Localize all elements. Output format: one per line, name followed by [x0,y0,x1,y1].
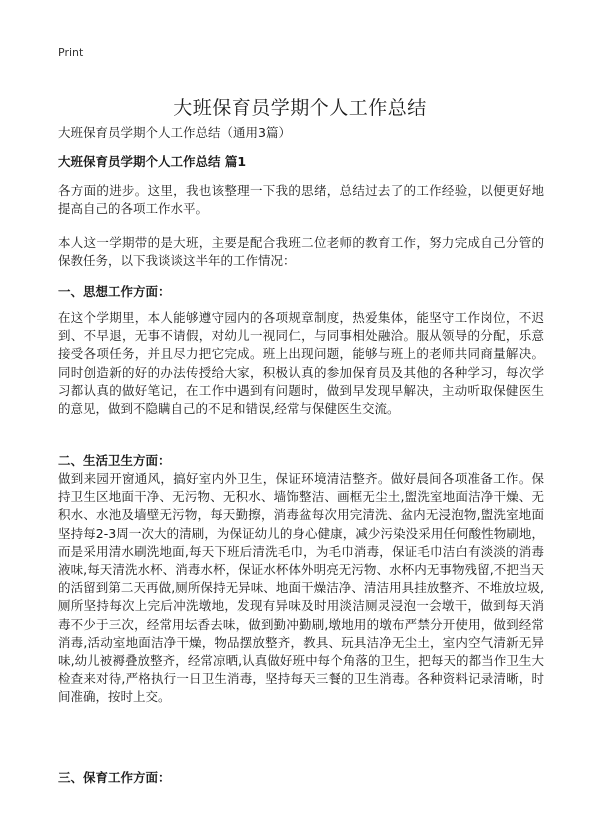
intro-paragraph-1: 各方面的进步。这里，我也该整理一下我的思绪，总结过去了的工作经验，以便更好地提高自己的各项工作水平。 [58,183,544,217]
print-link[interactable]: Print [58,46,84,59]
section-heading-thought: 一、思想工作方面： [58,284,171,299]
section-heading-hygiene: 二、生活卫生方面： [58,453,171,468]
document-subtitle: 大班保育员学期个人工作总结（通用3篇） [58,125,291,140]
intro-paragraph-2: 本人这一学期带的是大班，主要是配合我班二位老师的教育工作，努力完成自己分管的保教任务，以下我谈谈这半年的工作情况： [58,235,544,269]
section-text-thought: 在这个学期里，本人能够遵守园内的各项规章制度，热爱集体，能坚守工作岗位，不迟到、不早退，无事不请假，对幼儿一视同仁，与同事相处融洽。服从领导的分配，乐意接受各项任务，并且尽力把它完成。班上出现问题，能够与班上的老师共同商量解决。同时创造新的好的办法传授给大家，积极认真的参加保育员及其他的各种学习，每次学习都认真的做好笔记，在工作中遇到有问题时，做到早发现早解决，主动听取保健医生的意见，做到不隐瞒自己的不足和错误,经常与保健医生交流。 [58,310,544,417]
article-heading: 大班保育员学期个人工作总结 篇1 [58,154,247,169]
page-title: 大班保育员学期个人工作总结 [173,96,427,119]
section-heading-care: 三、保育工作方面： [58,770,171,785]
section-text-hygiene: 做到来园开窗通风，搞好室内外卫生，保证环境清洁整齐。做好晨间各项准备工作。保持卫生区地面干净、无污物、无积水、墙饰整洁、画框无尘土,盥洗室地面洁净干燥、无积水、水池及墙壁无污物，每天勤擦，消毒盆每次用完清洗、盆内无浸泡物,盥洗室地面坚持每2-3周一次大的清刷，为保证幼儿的身心健康，减少污染没采用任何酸性物刷地，而是采用清水刷洗地面,每天下班后清洗毛巾，为毛巾消毒，保证毛巾洁白有淡淡的消毒液味,每天清洗水杯、消毒水杯，保证水杯体外明亮无污物、水杯内无事物残留,不把当天的活留到第二天再做,厕所保持无异味、地面干燥洁净、清洁用具挂放整齐、不堆放垃圾,厕所坚持每次上完后冲洗墩地，发现有异味及时用淡洁厕灵浸泡一会墩干，做到每天消毒不少于三次，经常用坛香去味，做到勤冲勤刷,墩地用的墩布严禁分开使用，做到经常消毒,活动室地面洁净干燥，物品摆放整齐，教具、玩具洁净无尘土，室内空气清新无异味,幼儿被褥叠放整齐，经常凉晒,认真做好班中每个角落的卫生，把每天的都当作卫生大检查来对待,严格执行一日卫生消毒，坚持每天三餐的卫生消毒。各种资料记录清晰，时间准确，按时上交。 [58,471,544,705]
